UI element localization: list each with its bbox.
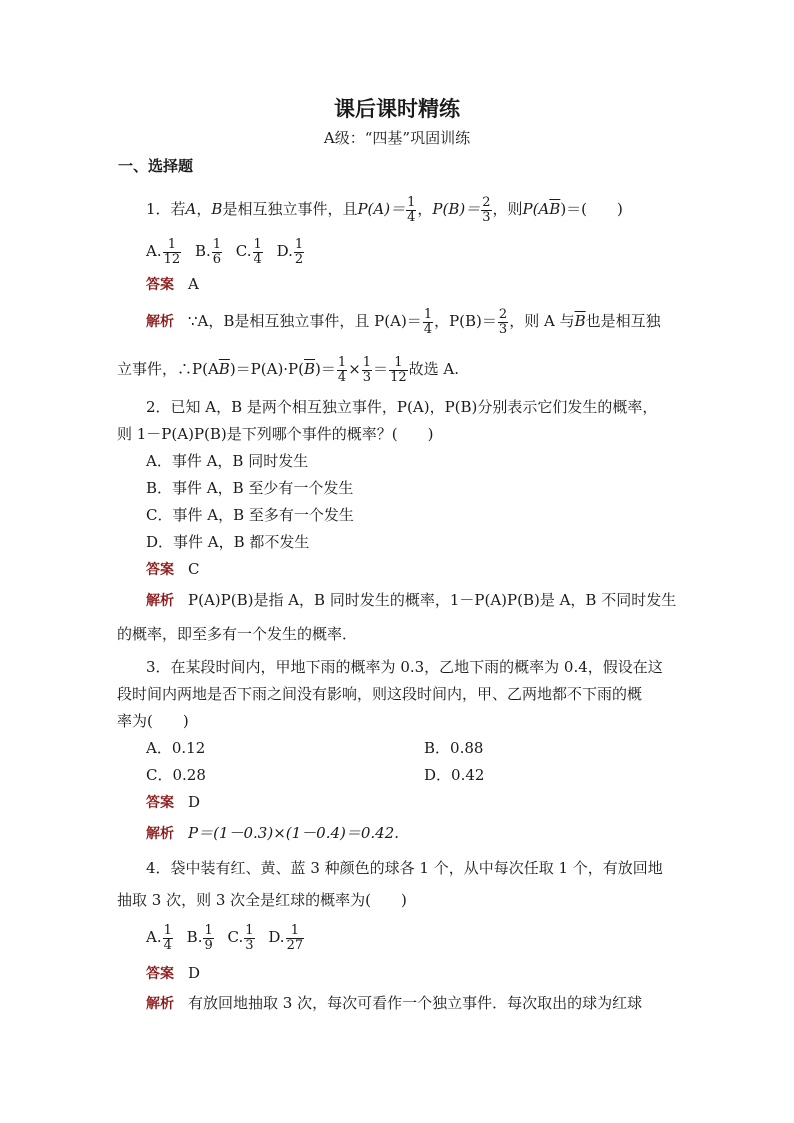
q3-option-b[interactable]: B．0.88	[424, 739, 484, 757]
page-title: 课后课时精练	[334, 96, 460, 121]
q2-option-b[interactable]: B．事件 A，B 至少有一个发生	[146, 479, 354, 497]
q1-stem: 1．若A，B是相互独立事件，且P(A)＝ $\frac{1}{4}$ ，P(B)＝ $\frac{2}{3}$ ，则$P(A\overline{B})=$( )	[146, 194, 623, 225]
q1-answer: 答案 A	[146, 275, 199, 293]
q3-stem-line1: 3．在某段时间内，甲地下雨的概率为 0.3，乙地下雨的概率为 0.4，假设在这	[146, 658, 663, 676]
option-d[interactable]: D. $\frac{1}{27}$	[268, 922, 304, 953]
q3-option-c[interactable]: C．0.28	[146, 766, 206, 784]
explain-label: 解析	[146, 593, 174, 609]
q2-option-c[interactable]: C．事件 A，B 至多有一个发生	[146, 506, 354, 524]
q2-answer: 答案 C	[146, 560, 200, 578]
option-a[interactable]: A. $\frac{1}{12}$	[146, 236, 181, 267]
q2-stem-line1: 2．已知 A，B 是两个相互独立事件，P(A)，P(B)分别表示它们发生的概率，	[146, 398, 658, 416]
q3-option-a[interactable]: A．0.12	[146, 739, 206, 757]
q4-explanation: 解析 有放回地抽取 3 次，每次可看作一个独立事件．每次取出的球为红球	[146, 994, 643, 1012]
option-b[interactable]: B. $\frac{1}{9}$	[186, 922, 213, 953]
q2-option-d[interactable]: D．事件 A，B 都不发生	[146, 533, 310, 551]
page-subtitle: A级：“四基”巩固训练	[323, 129, 471, 147]
q4-stem-line2: 抽取 3 次，则 3 次全是红球的概率为( )	[117, 891, 407, 909]
explain-label: 解析	[146, 826, 174, 842]
answer-label: 答案	[146, 966, 174, 982]
section-heading: 一、选择题	[118, 157, 194, 175]
q1-explanation-line2: 立事件，$\therefore P(A\overline{B})=P(A)\cdot P(\overline{B})=$ $\frac{1}{4}$ × $\frac{1}{3}$ ＝ $\frac{1}{12}$ 故选 A.	[117, 354, 459, 385]
option-b[interactable]: B. $\frac{1}{6}$	[194, 236, 222, 267]
q2-explanation-line2: 的概率，即至多有一个发生的概率．	[117, 625, 358, 643]
q3-stem-line2: 段时间内两地是否下雨之间没有影响，则这段时间内，甲、乙两地都不下雨的概	[117, 685, 643, 703]
q2-explanation-line1: 解析 P(A)P(B)是指 A，B 同时发生的概率，1－P(A)P(B)是 A，B 不同时发生	[146, 591, 677, 609]
fraction: $\frac{2}{3}$	[482, 194, 491, 225]
option-c[interactable]: C. $\frac{1}{4}$	[235, 236, 262, 267]
q4-options	[146, 920, 305, 954]
option-d[interactable]: D. $\frac{1}{2}$	[276, 236, 304, 267]
q3-answer: 答案 D	[146, 793, 201, 811]
q3-stem-line3: 率为( )	[117, 712, 189, 730]
q2-option-a[interactable]: A．事件 A，B 同时发生	[146, 452, 309, 470]
explain-label: 解析	[146, 314, 174, 330]
explain-label: 解析	[146, 996, 174, 1012]
q1-explanation-line1: 解析 ∵A，B是相互独立事件，且 P(A)＝ $\frac{1}{4}$ ，P(B)＝ $\frac{2}{3}$ ，则 A 与$\overline{B}$也是相互独	[146, 306, 661, 337]
q1-options	[146, 234, 305, 268]
fraction: $\frac{1}{4}$	[407, 194, 416, 225]
q3-explanation: 解析 P＝(1－0.3)×(1－0.4)＝0.42.	[146, 824, 400, 842]
answer-label: 答案	[146, 795, 174, 811]
q4-stem-line1: 4．袋中装有红、黄、蓝 3 种颜色的球各 1 个，从中每次任取 1 个，有放回地	[146, 859, 663, 877]
q3-option-d[interactable]: D．0.42	[424, 766, 485, 784]
answer-label: 答案	[146, 277, 174, 293]
option-a[interactable]: A. $\frac{1}{4}$	[146, 922, 172, 953]
q2-stem-line2: 则 1－P(A)P(B)是下列哪个事件的概率？( )	[117, 425, 434, 443]
answer-label: 答案	[146, 562, 174, 578]
option-c[interactable]: C. $\frac{1}{3}$	[227, 922, 254, 953]
q4-answer: 答案 D	[146, 964, 201, 982]
